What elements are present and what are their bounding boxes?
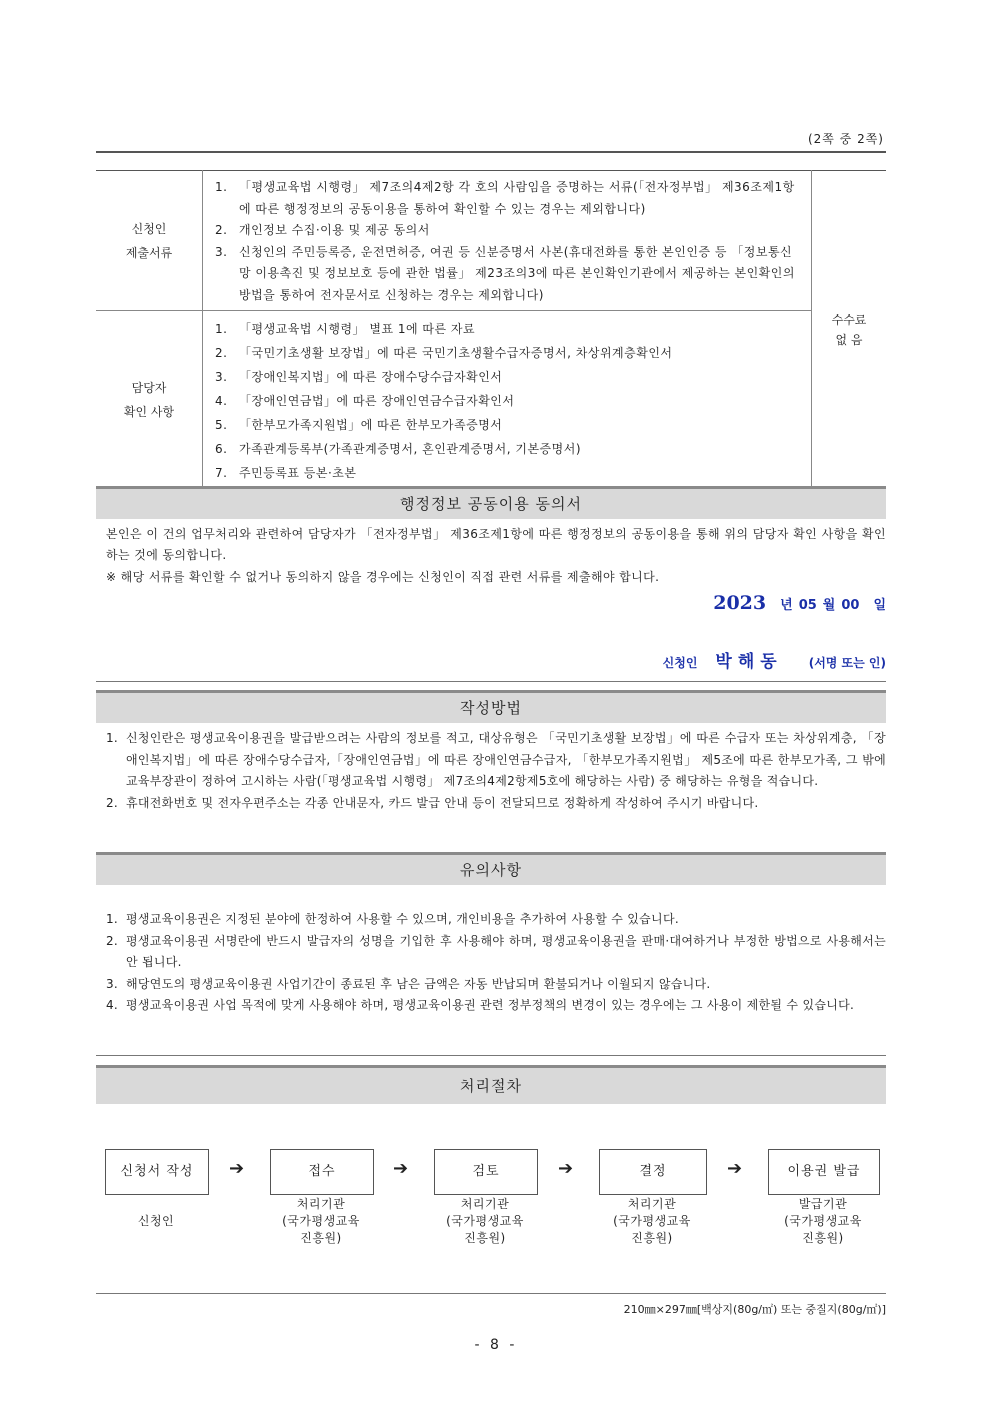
step-actor: 처리기관 (국가평생교육 진흥원) (446, 1197, 524, 1245)
top-divider (96, 151, 886, 153)
list-item: 1. 평생교육이용권은 지정된 분야에 한정하여 사용할 수 있으며, 개인비용을 추가하여 사용할 수 있습니다. (106, 912, 679, 926)
signer-name: 박해동 (715, 652, 783, 672)
list-item: 5. 「한부모가족지원법」에 따른 한부모가족증명서 (215, 418, 503, 432)
signer-label: 신청인 (662, 656, 698, 670)
procedure-section-title: 처리절차 (96, 1065, 886, 1104)
instructions-list (106, 728, 886, 814)
fee-cell: 수수료 없 음 (812, 171, 887, 490)
step-reception: 접수 (270, 1149, 374, 1195)
step-actor: 발급기관 (국가평생교육 진흥원) (784, 1197, 862, 1245)
list-item: 7. 주민등록표 등본·초본 (215, 466, 357, 480)
list-item: 1. 「평생교육법 시행령」 별표 1에 따른 자료 (215, 322, 476, 336)
cautions-list (106, 909, 886, 1017)
documents-table (96, 170, 886, 490)
list-item: 1. 신청인란은 평생교육이용권을 발급받으려는 사람의 정보를 적고, 대상유형은 「국민기초생활 보장법」에 따른 수급자 또는 차상위계층, 「장애인복지법」에 따른 장애수당수급자,「장애인연금법」에 따른 장애인연금수급자, 「한부모가족지원법」 제5조에 따른 한부모가족, 그 밖에 교육부장관이 정하여 고시하는 사람(「평생교육법 시행령」 제7조의4제2항제5호에 해당하는 사람) 중 해당하는 유형을 적습니다. (106, 731, 886, 788)
signature-line (663, 647, 886, 672)
step-actor: 신청인 (137, 1214, 175, 1228)
list-item: 2. 휴대전화번호 및 전자우편주소는 각종 안내문자, 카드 발급 안내 등이 전달되므로 정확하게 작성하여 주시기 바랍니다. (106, 795, 759, 810)
consent-body: 본인은 이 건의 업무처리와 관련하여 담당자가 「전자정부법」 제36조제1항에 따른 행정정보의 공동이용을 통해 위의 담당자 확인 사항을 확인하는 것에 동의합니다. (106, 527, 886, 562)
officer-check-label: 담당자 확인 사항 (96, 311, 203, 490)
consent-note: ※ 해당 서류를 확인할 수 없거나 동의하지 않을 경우에는 신청인이 직접 관련 서류를 제출해야 합니다. (106, 570, 660, 584)
applicant-documents-list (203, 171, 812, 311)
consent-section-title: 행정정보 공동이용 동의서 (96, 486, 886, 519)
list-item: 6. 가족관계등록부(가족관계증명서, 혼인관계증명서, 기본증명서) (215, 442, 582, 456)
date-month: 05 (798, 598, 817, 613)
arrow-right-icon: ➔ (229, 1158, 245, 1179)
date-year: 2023 (713, 592, 767, 614)
list-item: 1. 「평생교육법 시행령」 제7조의4제2항 각 호의 사람임을 증명하는 서류(「전자정부법」 제36조제1항에 따른 행정정보의 공동이용을 통하여 확인할 수 있는 경우는 제외합니다) (215, 180, 795, 216)
paper-spec: 210㎜×297㎜[백상지(80g/㎡) 또는 중질지(80g/㎡)] (623, 1303, 886, 1316)
list-item: 4. 「장애인연금법」에 따른 장애인연금수급자확인서 (215, 394, 515, 408)
list-item: 3. 「장애인복지법」에 따른 장애수당수급자확인서 (215, 370, 503, 384)
list-item: 2. 평생교육이용권 서명란에 반드시 발급자의 성명을 기입한 후 사용해야 하며, 평생교육이용권을 판매·대여하거나 부정한 방법으로 사용해서는 안 됩니다. (106, 933, 886, 969)
page-indicator: (2쪽 중 2쪽) (807, 132, 884, 146)
application-date: 2023 년 05 월 00 일 (713, 592, 886, 614)
arrow-right-icon: ➔ (393, 1158, 409, 1179)
list-item: 3. 해당연도의 평생교육이용권 사업기간이 종료된 후 남은 금액은 자동 반납되며 환불되거나 이월되지 않습니다. (106, 976, 711, 991)
officer-check-list (203, 311, 812, 490)
list-item: 2. 개인정보 수집·이용 및 제공 동의서 (215, 223, 430, 237)
applicant-documents-label: 신청인 제출서류 (96, 171, 203, 311)
instructions-section-title: 작성방법 (96, 690, 886, 723)
arrow-right-icon: ➔ (727, 1158, 743, 1179)
page-number: - 8 - (474, 1337, 518, 1353)
signature-note: (서명 또는 인) (808, 656, 886, 670)
step-review: 검토 (434, 1149, 538, 1195)
divider (96, 1293, 886, 1294)
divider (96, 1055, 886, 1056)
date-day: 00 (841, 598, 860, 613)
step-actor: 처리기관 (국가평생교육 진흥원) (613, 1197, 691, 1245)
list-item: 3. 신청인의 주민등록증, 운전면허증, 여권 등 신분증명서 사본(휴대전화를 통한 본인인증 등 「정보통신망 이용촉진 및 정보보호 등에 관한 법률」 제23조의3에 따른 본인확인기관에서 제공하는 본인확인의 방법을 통하여 전자문서로 신청하는 경우는 제외합니다) (215, 244, 795, 302)
step-decision: 결정 (599, 1149, 707, 1195)
divider (96, 681, 886, 682)
step-actor: 처리기관 (국가평생교육 진흥원) (282, 1197, 360, 1245)
cautions-section-title: 유의사항 (96, 852, 886, 885)
list-item: 4. 평생교육이용권 사업 목적에 맞게 사용해야 하며, 평생교육이용권 관련 정부정책의 변경이 있는 경우에는 그 사용이 제한될 수 있습니다. (106, 998, 855, 1012)
step-application: 신청서 작성 (105, 1149, 209, 1195)
step-issuance: 이용권 발급 (768, 1149, 880, 1195)
list-item: 2. 「국민기초생활 보장법」에 따른 국민기초생활수급자증명서, 차상위계층확인서 (215, 346, 673, 360)
arrow-right-icon: ➔ (558, 1158, 574, 1179)
